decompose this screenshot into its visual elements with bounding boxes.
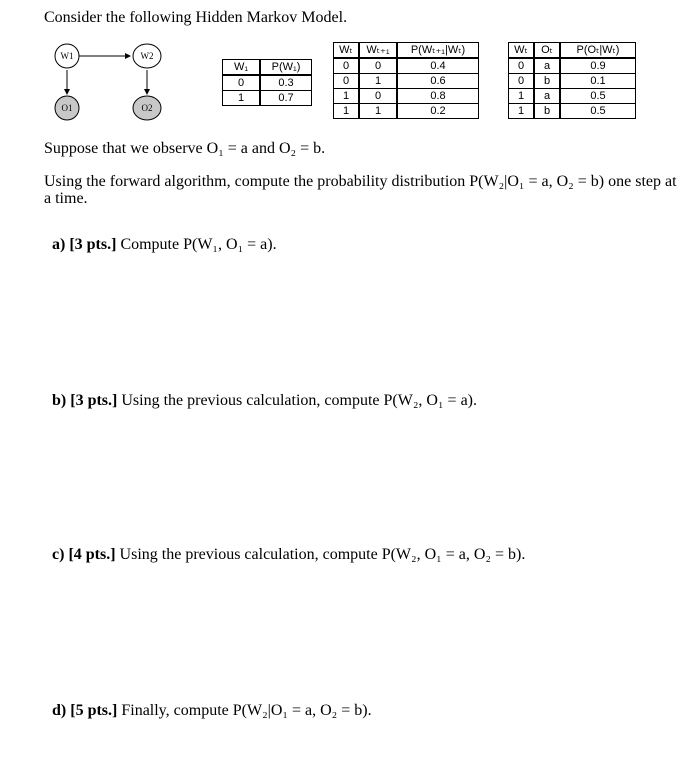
cell: 0 (509, 58, 535, 74)
cell: 1 (359, 104, 397, 119)
question-b (52, 392, 477, 410)
cell: 0 (359, 89, 397, 104)
prior-header-p: P(W₁) (260, 60, 312, 76)
cell: 1 (509, 89, 535, 104)
question-label: c) (52, 546, 65, 563)
cell: 0.5 (560, 104, 636, 119)
node-o1-label: O1 (61, 103, 73, 113)
question-c (52, 546, 525, 564)
question-label: d) (52, 702, 67, 719)
cell: b (534, 74, 560, 89)
question-points: [4 pts.] (68, 546, 116, 563)
table-row (334, 104, 479, 119)
cell: 1 (334, 104, 360, 119)
emit-header-p: P(Oₜ|Wₜ) (560, 43, 636, 59)
question-label: b) (52, 392, 67, 409)
trans-header-p: P(Wₜ₊₁|Wₜ) (397, 43, 479, 59)
prior-header-w1: W₁ (223, 60, 261, 76)
question-text: Using the previous calculation, compute P(W₂, O₁ = a, O₂ = b). (119, 546, 526, 563)
question-text: Finally, compute P(W₂|O₁ = a, O₂ = b). (121, 702, 372, 719)
cell: a (534, 89, 560, 104)
cell: 0.4 (397, 58, 479, 74)
question-a (52, 236, 277, 254)
cell: 0.9 (560, 58, 636, 74)
emit-header-ot: Oₜ (534, 43, 560, 59)
emission-table (508, 42, 636, 119)
cell: b (534, 104, 560, 119)
cell: 1 (359, 74, 397, 89)
cell: 1 (223, 91, 261, 106)
node-w2 (133, 44, 161, 68)
intro-text: Consider the following Hidden Markov Model. (44, 9, 348, 26)
question-label: a) (52, 236, 66, 253)
question-d (52, 702, 372, 720)
cell: a (534, 58, 560, 74)
cell: 1 (334, 89, 360, 104)
cell: 0 (223, 75, 261, 91)
question-text: Compute P(W₁, O₁ = a). (120, 236, 277, 253)
prior-table (222, 59, 312, 106)
trans-header-wt: Wₜ (334, 43, 360, 59)
table-row (509, 89, 636, 104)
table-row (509, 74, 636, 89)
table-row (334, 74, 479, 89)
emit-header-wt: Wₜ (509, 43, 535, 59)
question-points: [3 pts.] (70, 392, 118, 409)
node-o1 (55, 96, 79, 120)
cell: 0.7 (260, 91, 312, 106)
node-w1 (55, 44, 79, 68)
cell: 0.5 (560, 89, 636, 104)
cell: 0.8 (397, 89, 479, 104)
table-row (509, 58, 636, 74)
table-row (334, 58, 479, 74)
node-o2 (133, 96, 161, 120)
question-text: Using the previous calculation, compute P(W₂, O₁ = a). (121, 392, 477, 409)
cell: 0.3 (260, 75, 312, 91)
table-row (223, 75, 312, 91)
observation-text: Suppose that we observe O₁ = a and O₂ = b. (44, 140, 326, 157)
forward-instructions: Using the forward algorithm, compute the probability distribution P(W₂|O₁ = a, O₂ = b) one step at a time. (44, 173, 677, 207)
cell: 0 (509, 74, 535, 89)
cell: 0.2 (397, 104, 479, 119)
table-row (223, 91, 312, 106)
cell: 0 (334, 58, 360, 74)
cell: 0 (334, 74, 360, 89)
cell: 0.1 (560, 74, 636, 89)
cell: 0.6 (397, 74, 479, 89)
node-w2-label: W2 (140, 51, 154, 61)
node-w1-label: W1 (60, 51, 74, 61)
transition-table (333, 42, 479, 119)
trans-header-wt1: Wₜ₊₁ (359, 43, 397, 59)
table-row (509, 104, 636, 119)
table-row (334, 89, 479, 104)
node-o2-label: O2 (141, 103, 153, 113)
cell: 1 (509, 104, 535, 119)
cell: 0 (359, 58, 397, 74)
hmm-diagram (40, 38, 200, 128)
question-points: [5 pts.] (70, 702, 118, 719)
question-points: [3 pts.] (69, 236, 117, 253)
